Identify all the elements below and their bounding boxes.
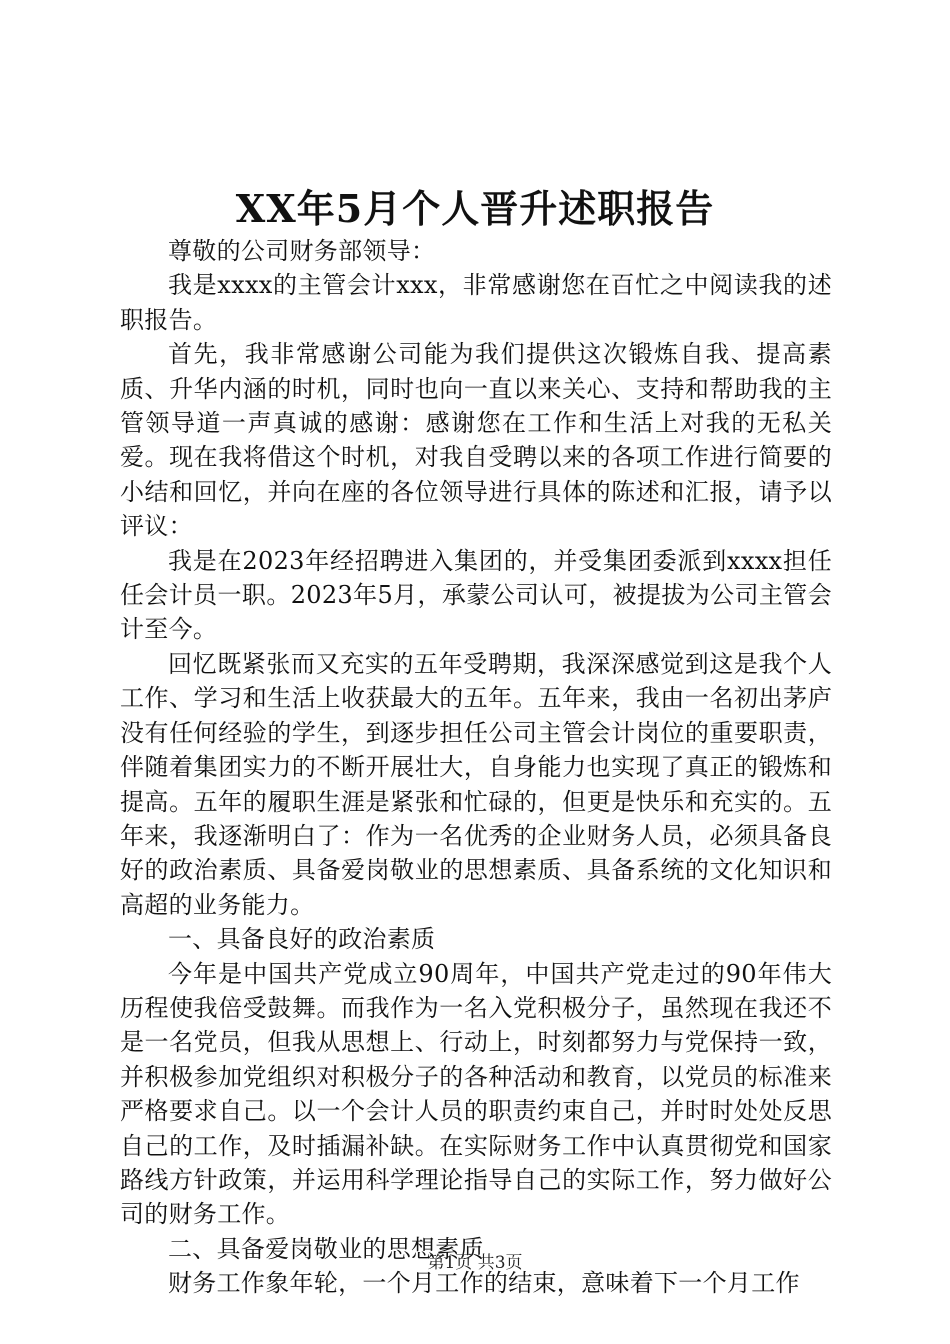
section-heading-political: 一、具备良好的政治素质 <box>168 925 436 954</box>
paragraph-dedication: 财务工作象年轮，一个月工作的结束，意味着下一个月工作 <box>168 1269 800 1298</box>
paragraph-intro: 我是xxxx的主管会计xxx，非常感谢您在百忙之中阅读我的述职报告。 <box>120 271 832 334</box>
document-body <box>120 234 832 1301</box>
page-footer: 第1页 共3页 <box>427 1253 523 1273</box>
section-heading-dedication: 二、具备爱岗敬业的思想素质 <box>168 1234 484 1263</box>
paragraph-reflection: 回忆既紧张而又充实的五年受聘期，我深深感觉到这是我个人工作、学习和生活上收获最大的五年。五年来，我由一名初出茅庐没有任何经验的学生，到逐步担任公司主管会计岗位的重要职责，伴随着集团实力的不断开展壮大，自身能力也实现了真正的锻炼和提高。五年的履职生涯是紧张和忙碌的，但更是快乐和充实的。五年来，我逐渐明白了：作为一名优秀的企业财务人员，必须具备良好的政治素质、具备爱岗敬业的思想素质、具备系统的文化知识和高超的业务能力。 <box>120 649 832 919</box>
paragraph-career: 我是在2023年经招聘进入集团的，并受集团委派到xxxx担任任会计员一职。2023年5月，承蒙公司认可，被提拔为公司主管会计至今。 <box>120 546 832 644</box>
paragraph-thanks: 首先，我非常感谢公司能为我们提供这次锻炼自我、提高素质、升华内涵的时机，同时也向一直以来关心、支持和帮助我的主管领导道一声真诚的感谢：感谢您在工作和生活上对我的无私关爱。现在我将借这个时机，对我自受聘以来的各项工作进行简要的小结和回忆，并向在座的各位领导进行具体的陈述和汇报，请予以评议： <box>120 340 832 541</box>
paragraph-salutation: 尊敬的公司财务部领导： <box>168 237 436 265</box>
document-title: XX年5月个人晋升述职报告 <box>235 186 715 231</box>
paragraph-political: 今年是中国共产党成立90周年，中国共产党走过的90年伟大历程使我倍受鼓舞。而我作为一名入党积极分子，虽然现在我还不是一名党员，但我从思想上、行动上，时刻都努力与党保持一致，并积极参加党组织对积极分子的各种活动和教育，以党员的标准来严格要求自己。以一个会计人员的职责约束自己，并时时处处反思自己的工作，及时插漏补缺。在实际财务工作中认真贯彻党和国家路线方针政策，并运用科学理论指导自己的实际工作，努力做好公司的财务工作。 <box>120 959 832 1229</box>
